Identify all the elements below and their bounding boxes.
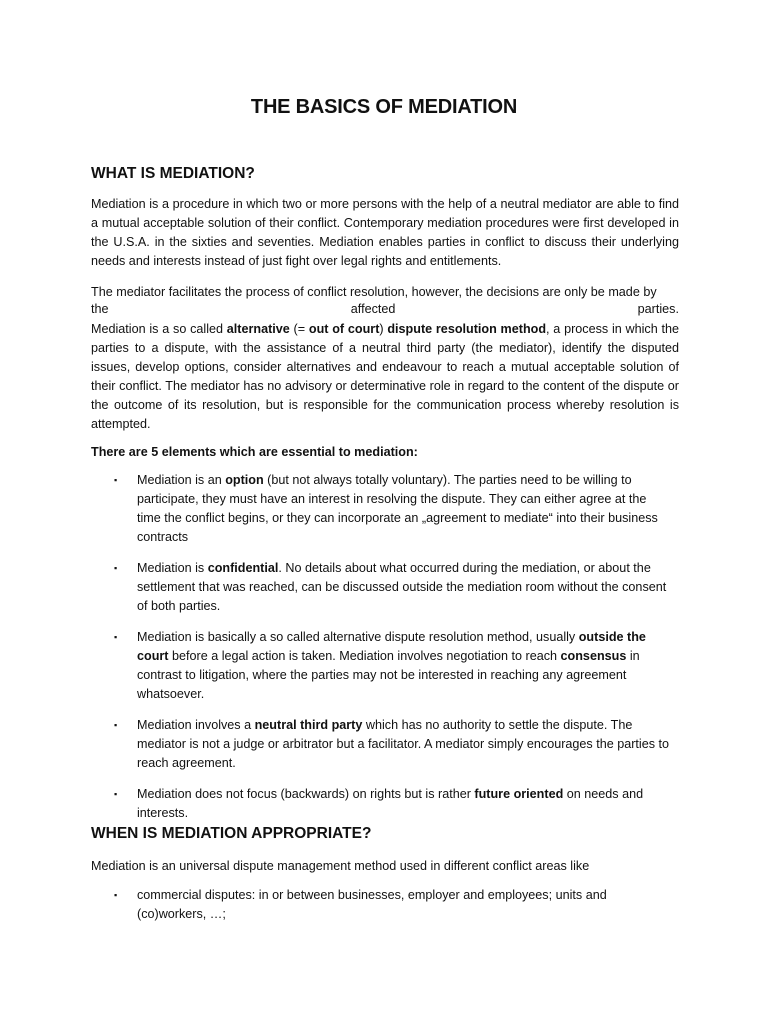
bold-term: confidential [207, 561, 279, 575]
text-run: Mediation does not focus (backwards) on rights but is rather [137, 787, 475, 801]
section-heading-when-appropriate: WHEN IS MEDIATION APPROPRIATE? [91, 825, 372, 842]
list-item [112, 559, 672, 616]
bullet-square-icon: ▪ [114, 720, 118, 730]
text-run: commercial disputes: in or between businesses, employer and employees; units and (co)workers, …; [137, 888, 607, 921]
text-run: Mediation is a so called [91, 322, 227, 336]
bullet-square-icon: ▪ [114, 475, 118, 485]
bullet-square-icon: ▪ [114, 563, 118, 573]
section-heading-what-is-mediation: WHAT IS MEDIATION? [91, 165, 255, 182]
word-affected: affected [350, 302, 396, 316]
paragraph-mediator-role-line2 [91, 302, 679, 316]
list-item [112, 716, 672, 773]
bold-dispute-resolution-method: dispute resolution method [387, 322, 547, 336]
list-item [112, 785, 672, 823]
word-the: the [91, 302, 109, 316]
text-run: ) [379, 322, 388, 336]
bold-out-of-court: out of court [308, 322, 380, 336]
paragraph-definition: Mediation is a procedure in which two or more persons with the help of a neutral mediator are able to find a mutual acceptable solution of their conflict. Contemporary mediation procedures were first developed in the U.S.A. in the sixties and seventies. Mediation enables parties in conflict to discuss their underlying needs and interests instead of just fight over legal rights and entitlements. [91, 197, 679, 268]
word-parties: parties. [637, 302, 679, 316]
list-item [112, 471, 672, 547]
bold-term: future oriented [474, 787, 564, 801]
elements-list [112, 471, 672, 823]
text-run: on needs and interests. [137, 787, 644, 820]
bold-term: outside the court [137, 630, 646, 663]
text-run: Mediation is an [137, 473, 226, 487]
text-run: which has no authority to settle the dispute. The mediator is not a judge or arbitrator but a facilitator. A mediator simply encourages the parties to reach agreement. [137, 718, 670, 770]
text-run: Mediation is basically a so called alternative dispute resolution method, usually [137, 630, 579, 644]
bold-alternative: alternative [226, 322, 290, 336]
paragraph-universal-method: Mediation is an universal dispute management method used in different conflict areas like [91, 859, 590, 873]
elements-intro: There are 5 elements which are essential to mediation: [91, 445, 418, 459]
conflict-areas-list [112, 886, 672, 924]
text-run: Mediation is [137, 561, 208, 575]
text-run: Mediation involves a [137, 718, 255, 732]
bold-term: option [225, 473, 264, 487]
document-title: THE BASICS OF MEDIATION [250, 96, 518, 118]
text-run: (= [289, 322, 309, 336]
paragraph-mediator-role-line1: The mediator facilitates the process of conflict resolution, however, the decisions are only be made by [91, 285, 657, 299]
text-run: before a legal action is taken. Mediation involves negotiation to reach [168, 649, 561, 663]
list-item [112, 886, 672, 924]
text-run: in contrast to litigation, where the parties may not be interested in reaching any agreement whatsoever. [137, 649, 640, 701]
bullet-square-icon: ▪ [114, 890, 118, 900]
bold-term: consensus [560, 649, 627, 663]
bold-term: neutral third party [254, 718, 363, 732]
bullet-square-icon: ▪ [114, 632, 118, 642]
list-item [112, 628, 672, 704]
bullet-square-icon: ▪ [114, 789, 118, 799]
text-run: (but not always totally voluntary). The parties need to be willing to participate, they must have an interest in resolving the dispute. They can either agree at the time the conflict begins, or they can incorporate an „agreement to mediate“ into their business contracts [137, 473, 658, 544]
text-run: , a process in which the parties to a dispute, with the assistance of a neutral third party (the mediator), identify the disputed issues, develop options, consider alternatives and endeavour to reach a mutual acceptable solution of their conflict. The mediator has no advisory or determinative role in regard to the content of the dispute or the outcome of its resolution, but is responsible for the communication process whereby resolution is attempted. [91, 322, 680, 431]
paragraph-alternative-method [91, 320, 679, 434]
text-run: . No details about what occurred during the mediation, or about the settlement that was reached, can be discussed outside the mediation room without the consent of both parties. [137, 561, 667, 613]
